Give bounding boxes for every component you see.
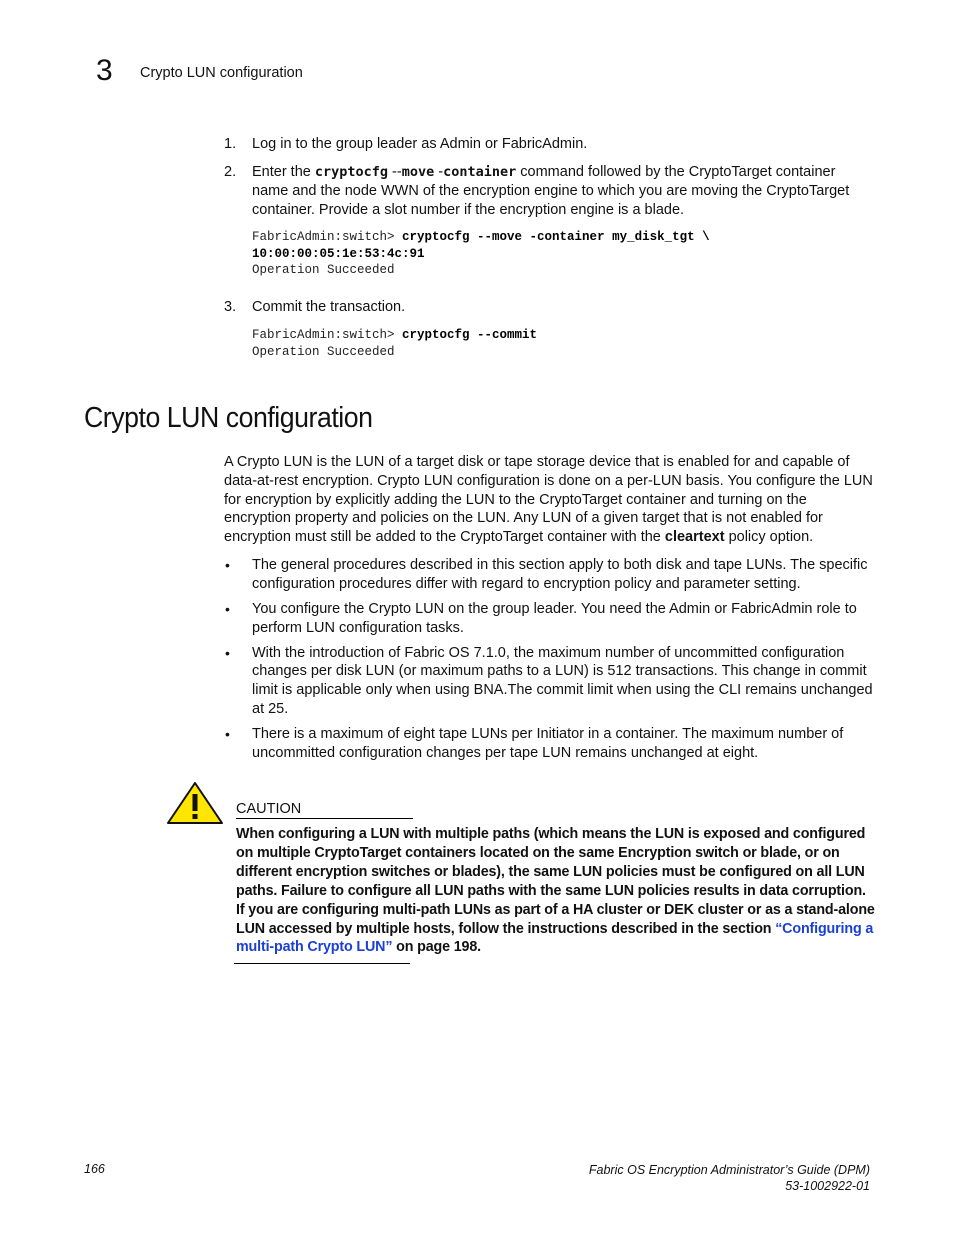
command-keyword: container (443, 164, 517, 180)
bullet-list (224, 556, 874, 769)
list-item (224, 725, 874, 763)
list-item-text: There is a maximum of eight tape LUNs per Initiator in a container. The maximum number of uncommitted configuration changes per tape LUN remains unchanged at eight. (252, 725, 844, 761)
page-number: 166 (84, 1162, 105, 1176)
cross-reference-link[interactable]: “Configuring a multi-path Crypto LUN” (236, 920, 874, 956)
bullet-icon: • (225, 557, 230, 573)
chapter-number: 3 (96, 54, 113, 87)
section-title: Crypto LUN configuration (84, 402, 373, 434)
footer-doc-info (589, 1162, 870, 1194)
intro-text-end: policy option. (724, 529, 814, 546)
step-text: Log in to the group leader as Admin or FabricAdmin. (252, 136, 588, 152)
bullet-icon: • (225, 600, 230, 617)
warning-triangle-icon (166, 781, 224, 829)
caution-body-end: on page 198. (392, 939, 481, 956)
running-header-title: Crypto LUN configuration (140, 65, 303, 81)
command-dashes: - (434, 164, 444, 180)
code-prompt: FabricAdmin:switch> (252, 230, 403, 244)
list-item (224, 556, 874, 594)
code-output: Operation Succeeded (252, 263, 395, 277)
code-block-move (252, 229, 710, 279)
code-output: Operation Succeeded (252, 344, 395, 359)
caution-text (236, 825, 876, 957)
step-number: 3. (224, 299, 237, 315)
list-item-text: You configure the Crypto LUN on the group leader. You need the Admin or FabricAdmin role to perform LUN configuration tasks. (252, 600, 857, 636)
code-prompt: FabricAdmin:switch> (252, 328, 403, 342)
bullet-icon: • (225, 725, 230, 742)
code-continuation: 10:00:00:05:1e:53:4c:91 (252, 246, 425, 261)
list-item (224, 644, 874, 719)
step-number: 2. (224, 164, 237, 180)
step-text (252, 163, 864, 220)
list-item-text: The general procedures described in this section apply to both disk and tape LUNs. The specific configuration procedures differ with regard to encryption policy and parameter setting. (252, 557, 868, 592)
intro-paragraph (224, 453, 874, 547)
bullet-icon: • (225, 644, 230, 661)
code-command: cryptocfg --commit (402, 328, 538, 342)
doc-number: 53-1002922-01 (785, 1179, 870, 1193)
step-text: Commit the transaction. (252, 299, 406, 315)
step-text-pre: Enter the (252, 164, 315, 180)
list-item (224, 600, 874, 638)
intro-text: A Crypto LUN is the LUN of a target disk or tape storage device that is enabled for and capable of data-at-rest encryption. Crypto LUN configuration is done on a per-LUN basis. You configure the LUN for encryption by explicitly adding the LUN to the CryptoTarget container and turning on the encryption property and policies on the LUN. Any LUN of a given target that is not enabled for encryption must still be added to the CryptoTarget container with the (224, 454, 873, 546)
command-keyword: move (401, 164, 435, 180)
list-item-text: With the introduction of Fabric OS 7.1.0, the maximum number of uncommitted configuration changes per disk LUN (or maximum paths to a LUN) is 512 transactions. This change in commit limit is applicable only when using BNA.The commit limit when using the CLI remains unchanged at 25. (252, 644, 873, 717)
caution-divider (234, 963, 410, 964)
intro-keyword: cleartext (664, 529, 725, 546)
command-keyword: cryptocfg (314, 164, 389, 180)
caution-body: When configuring a LUN with multiple paths (which means the LUN is exposed and configured on multiple CryptoTarget containers located on the same Encryption switch or blade, or on different encryption switches or blades), the same LUN policies must be configured on all LUN paths. Failure to configure all LUN paths with the same LUN policies results in data corruption. If you are configuring multi-path LUNs as part of a HA cluster or DEK cluster or as a stand-alone LUN accessed by multiple hosts, follow the instructions described in the section (236, 826, 875, 937)
caution-label: CAUTION (236, 801, 413, 819)
command-dashes: -- (388, 164, 402, 180)
code-command: cryptocfg --move -container my_disk_tgt \ (402, 230, 710, 244)
code-block-commit (252, 327, 537, 360)
step-text-post: command followed by the CryptoTarget container name and the node WWN of the encryption engine to which you are moving the CryptoTarget container. Provide a slot number if the encryption engine is a blade. (252, 164, 850, 218)
step-number: 1. (224, 136, 237, 152)
doc-title: Fabric OS Encryption Administrator’s Guide (DPM) (588, 1163, 870, 1177)
